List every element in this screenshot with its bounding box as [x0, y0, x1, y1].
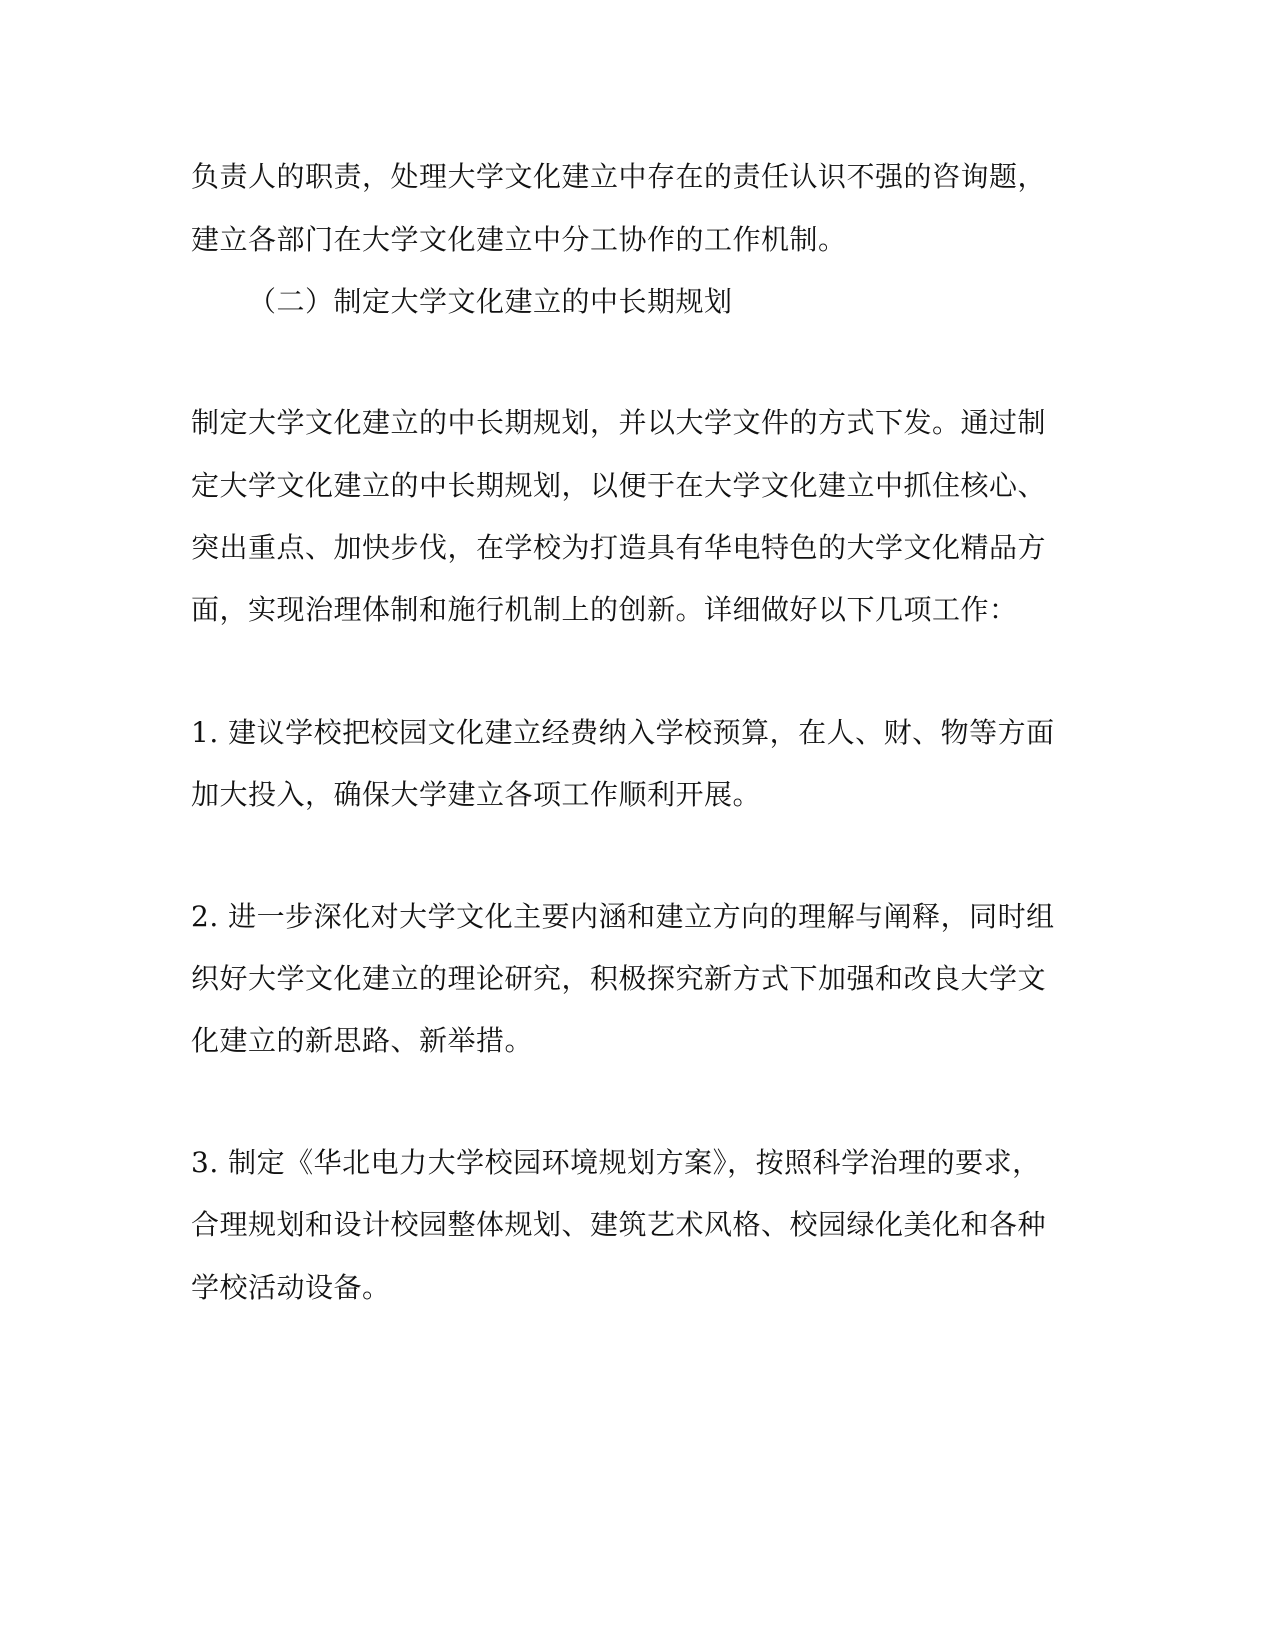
text-line: 面，实现治理体制和施行机制上的创新。详细做好以下几项工作：: [191, 593, 1018, 626]
text-line: 学校活动设备。: [191, 1271, 391, 1304]
section-heading: （二）制定大学文化建立的中长期规划: [248, 285, 733, 318]
text-line: 织好大学文化建立的理论研究，积极探究新方式下加强和改良大学文: [191, 962, 1047, 995]
text-line: 合理规划和设计校园整体规划、建筑艺术风格、校园绿化美化和各种: [191, 1208, 1047, 1241]
text-line: 化建立的新思路、新举措。: [191, 1024, 534, 1057]
text-line: 建立各部门在大学文化建立中分工协作的工作机制。: [191, 223, 847, 256]
text-line: 定大学文化建立的中长期规划，以便于在大学文化建立中抓住核心、: [191, 469, 1047, 502]
text-line: 负责人的职责，处理大学文化建立中存在的责任认识不强的咨询题，: [191, 160, 1047, 193]
text-line: 3. 制定《华北电力大学校园环境规划方案》，按照科学治理的要求，: [191, 1146, 1041, 1179]
text-line: 1. 建议学校把校园文化建立经费纳入学校预算，在人、财、物等方面: [191, 716, 1055, 749]
text-line: 2. 进一步深化对大学文化主要内涵和建立方向的理解与阐释，同时组: [191, 900, 1055, 933]
text-line: 突出重点、加快步伐，在学校为打造具有华电特色的大学文化精品方: [191, 531, 1047, 564]
text-line: 制定大学文化建立的中长期规划，并以大学文件的方式下发。通过制: [191, 406, 1047, 439]
text-line: 加大投入，确保大学建立各项工作顺利开展。: [191, 778, 762, 811]
